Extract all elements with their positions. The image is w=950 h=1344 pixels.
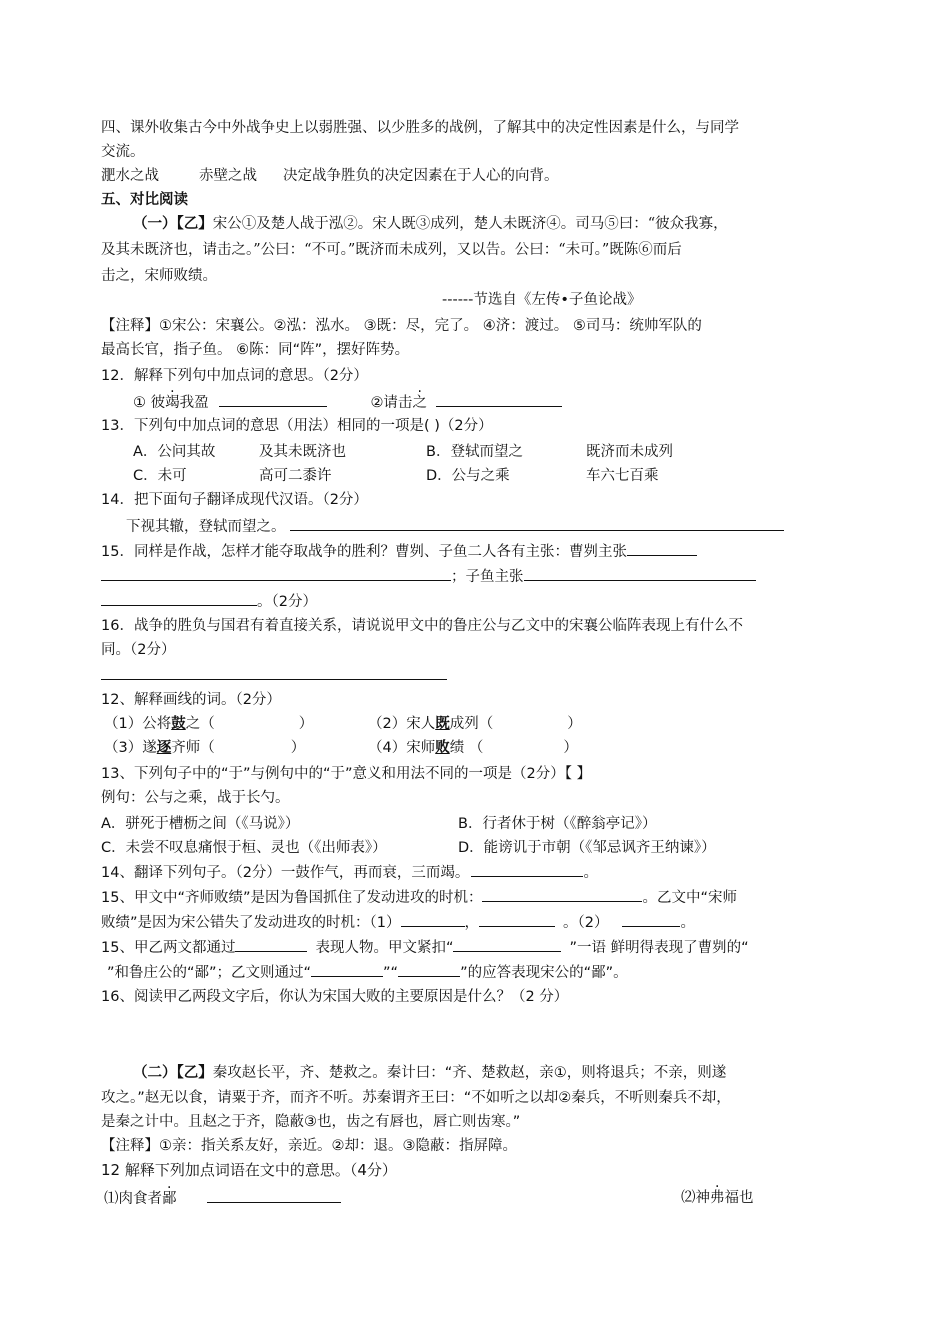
q12-a-post: 我盈 — [179, 395, 209, 411]
q13-option-b1[interactable]: B．登轼而望之 — [426, 444, 523, 460]
q15-line1 — [101, 541, 697, 562]
r13-option-d[interactable]: D．能谤讥于市朝（《邹忌讽齐王纳谏》） — [458, 840, 716, 856]
t12-2-post: 福也 — [724, 1190, 754, 1206]
r13-example: 例句：公与之乘，战于长勺。 — [101, 790, 290, 806]
p2-line1 — [133, 1063, 726, 1083]
p2-line2: 攻之。”赵无以食，请粟于齐，而齐不听。苏秦谓齐王曰：“不如听之以却②秦兵，不听则秦兵不却， — [101, 1090, 731, 1106]
s4-line2: 交流。 — [101, 144, 145, 160]
r12-3-underlined: 逐 — [156, 740, 172, 756]
t12-item2 — [681, 1188, 754, 1208]
q13-option-a1[interactable]: A．公问其故 — [133, 444, 216, 460]
r15b-text5: ”“ — [383, 965, 399, 981]
r15a-comma: ， — [464, 915, 479, 931]
q16-line1: 16．战争的胜负与国君有着直接关系，请说说甲文中的鲁庄公与乙文中的宋襄公临阵表现上有什么不 — [101, 618, 743, 634]
r12-row2 — [104, 738, 578, 758]
r15b-text4: ”和鲁庄公的“鄙”；乙文则通过“ — [107, 965, 312, 981]
r15b-blank-3[interactable] — [311, 962, 383, 977]
r13-row1 — [101, 814, 657, 834]
q13-option-d2: 车六七百乘 — [586, 468, 659, 484]
q14-answer-blank[interactable] — [290, 516, 784, 531]
q13-prompt: 13．下列句中加点词的意思（用法）相同的一项是( )（2分） — [101, 418, 493, 434]
r15a-line1 — [101, 887, 737, 908]
r13-prompt: 13、下列句子中的“于”与例句中的“于”意义和用法不同的一项是（2分）【 】 — [101, 766, 592, 782]
r12-1-close: ） — [298, 716, 314, 732]
r15a-text3: 败绩”是因为宋公错失了发动进攻的时机：（1） — [101, 915, 401, 931]
t12-1-dotted: 鄙 — [162, 1191, 177, 1207]
p1-source: ------节选自《左传•子鱼论战》 — [442, 292, 642, 308]
r12-2-close: ） — [567, 716, 582, 732]
q13-row2 — [133, 466, 659, 486]
t12-item1 — [104, 1188, 341, 1209]
q12-items — [133, 392, 562, 413]
note1-line2: 最高长官，指子鱼。 ⑥陈：同“阵”，摆好阵势。 — [101, 342, 410, 358]
p2-line3: 是秦之计中。且赵之于齐，隐蔽③也，齿之有唇也，唇亡则齿寒。” — [101, 1114, 521, 1130]
q15-blank-3[interactable] — [524, 566, 756, 581]
t12-2-dotted: 弗 — [710, 1190, 725, 1206]
r12-1-underlined: 鼓 — [171, 716, 186, 732]
q13-row1 — [133, 442, 673, 462]
r12-1-mid: 之（ — [185, 716, 215, 732]
q14-sentence-line — [126, 516, 784, 537]
r13-option-b[interactable]: B．行者休于树（《醉翁亭记》） — [458, 816, 657, 832]
r14-prompt: 14、翻译下列句子。（2分）一鼓作气，再而衰，三而竭。 — [101, 865, 470, 881]
q15-blank-4[interactable] — [101, 591, 257, 606]
note2-line: 【注释】①亲：指关系友好，亲近。②却：退。③隐蔽：指屏障。 — [101, 1138, 517, 1154]
q13-option-c1[interactable]: C．未可 — [133, 468, 187, 484]
r12-3-close: ） — [290, 740, 306, 756]
q15-line3 — [101, 591, 317, 612]
q12-b-blank[interactable] — [436, 392, 562, 407]
s4-answer-2: 赤壁之战 — [199, 168, 257, 184]
p1-line2: 及其未既济也，请击之。”公曰：“不可。”既济而未成列，又以告。公曰：“未可。”既陈⑥而后 — [101, 242, 682, 258]
r15a-text1: 15、甲文中“齐师败绩”是因为鲁国抓住了发动进攻的时机： — [101, 890, 483, 906]
r15a-blank-2[interactable] — [401, 912, 465, 927]
r15b-blank-2[interactable] — [453, 937, 561, 952]
r15a-line2 — [101, 912, 695, 933]
r15a-end: 。 — [680, 915, 695, 931]
q15-blank-1[interactable] — [627, 541, 697, 556]
r16-prompt: 16、阅读甲乙两段文字后，你认为宋国大败的主要原因是什么？（2 分） — [101, 989, 569, 1005]
p1-line3: 击之，宋师败绩。 — [101, 268, 217, 284]
q15-text2: ；子鱼主张 — [451, 569, 524, 585]
r12-row1 — [104, 714, 582, 734]
r15a-blank-1[interactable] — [482, 887, 642, 902]
r12-4-pre: （4）宋师 — [368, 740, 436, 756]
s4-line1: 四、课外收集古今中外战争史上以弱胜强、以少胜多的战例，了解其中的决定性因素是什么，与同学 — [101, 120, 739, 136]
q12-b-dotted: 之 — [412, 395, 427, 411]
q16-answer-line[interactable] — [101, 679, 447, 680]
r15b-text3: ”一语 鲜明得表现了曹刿的“ — [569, 940, 749, 956]
p2-label: （二）【乙】 — [133, 1065, 213, 1081]
q15-text3: 。（2分） — [257, 594, 317, 610]
r15b-line2 — [101, 962, 628, 983]
r15b-blank-1[interactable] — [235, 937, 307, 952]
p1-line1 — [133, 214, 728, 234]
r14-blank[interactable] — [471, 862, 583, 877]
r12-3-pre: （3）遂 — [104, 740, 157, 756]
t12-prompt: 12 解释下列加点词语在文中的意思。（4分） — [101, 1161, 397, 1179]
q12-prompt: 12．解释下列句中加点词的意思。（2分） — [101, 368, 368, 384]
q12-b-pre: ②请击 — [370, 395, 413, 411]
r12-1-pre: （1）公将 — [104, 716, 172, 732]
r15a-text4: 。（2） — [563, 915, 609, 931]
r14-end: 。 — [583, 865, 598, 881]
s4-answer-3: 决定战争胜负的决定因素在于人心的向背。 — [283, 168, 559, 184]
q15-text1: 15．同样是作战，怎样才能夺取战争的胜利？曹刿、子鱼二人各有主张：曹刿主张 — [101, 544, 627, 560]
r15b-line1 — [101, 937, 749, 958]
r13-option-a[interactable]: A．骈死于槽枥之间（《马说》） — [101, 816, 300, 832]
r15a-blank-3[interactable] — [479, 912, 555, 927]
q12-a-dotted: 竭 — [165, 395, 180, 411]
r15a-blank-4[interactable] — [622, 912, 680, 927]
r12-3-mid: 齐师（ — [171, 740, 215, 756]
r12-4-mid: 绩 （ — [449, 740, 484, 756]
t12-1-pre: ⑴肉食者 — [104, 1191, 162, 1207]
r12-2-mid: 成列（ — [449, 716, 494, 732]
t12-1-blank[interactable] — [207, 1188, 341, 1203]
s4-answer-1: 淝水之战 — [101, 168, 159, 184]
note1-line1: 【注释】①宋公：宋襄公。②泓：泓水。 ③既：尽，完了。 ④济：渡过。 ⑤司马：统帅军队的 — [101, 318, 702, 334]
q13-option-a2: 及其未既济也 — [259, 444, 346, 460]
q16-line2: 同。（2分） — [101, 642, 176, 658]
r12-2-pre: （2）宋人 — [368, 716, 436, 732]
r13-option-c[interactable]: C．未尝不叹息痛恨于桓、灵也（《出师表》） — [101, 840, 387, 856]
r15b-text1: 15、甲乙两文都通过 — [101, 940, 236, 956]
r15b-text6: ”的应答表现宋公的“鄙”。 — [460, 965, 628, 981]
q14-sentence: 下视其辙，登轼而望之。 — [126, 519, 286, 535]
r15b-blank-4[interactable] — [398, 962, 460, 977]
q13-option-c2: 高可二黍许 — [259, 468, 332, 484]
r15a-text2: 。乙文中“宋师 — [642, 890, 737, 906]
r12-4-close: ） — [563, 740, 578, 756]
s5-heading: 五、对比阅读 — [101, 192, 188, 208]
r15b-text2: 表现人物。甲文紧扣“ — [315, 940, 454, 956]
r12-4-underlined: 败 — [435, 740, 450, 756]
s4-answer-line — [101, 166, 559, 186]
p1-label: （一）【乙】 — [133, 215, 213, 232]
q12-a-blank[interactable] — [219, 392, 327, 407]
r12-2-underlined: 既 — [435, 716, 450, 732]
t12-2-pre: ⑵神 — [681, 1190, 710, 1206]
p1-text1: 宋公①及楚人战于泓②。宋人既③成列，楚人未既济④。司马⑤曰：“彼众我寡， — [212, 216, 728, 232]
r12-prompt: 12、解释画线的词。（2分） — [101, 692, 281, 708]
r13-row2 — [101, 838, 716, 858]
r14-line — [101, 862, 598, 883]
q13-option-b2: 既济而未成列 — [586, 444, 673, 460]
q12-a-pre: ① 彼 — [133, 395, 166, 411]
q15-line2 — [101, 566, 756, 587]
q13-option-d1[interactable]: D．公与之乘 — [426, 468, 510, 484]
p2-text1: 秦攻赵长平，齐、楚救之。秦计曰：“齐、楚救赵，亲①，则将退兵；不亲，则遂 — [212, 1065, 727, 1081]
q15-blank-2[interactable] — [101, 566, 451, 581]
q14-prompt: 14．把下面句子翻译成现代汉语。（2分） — [101, 492, 368, 508]
